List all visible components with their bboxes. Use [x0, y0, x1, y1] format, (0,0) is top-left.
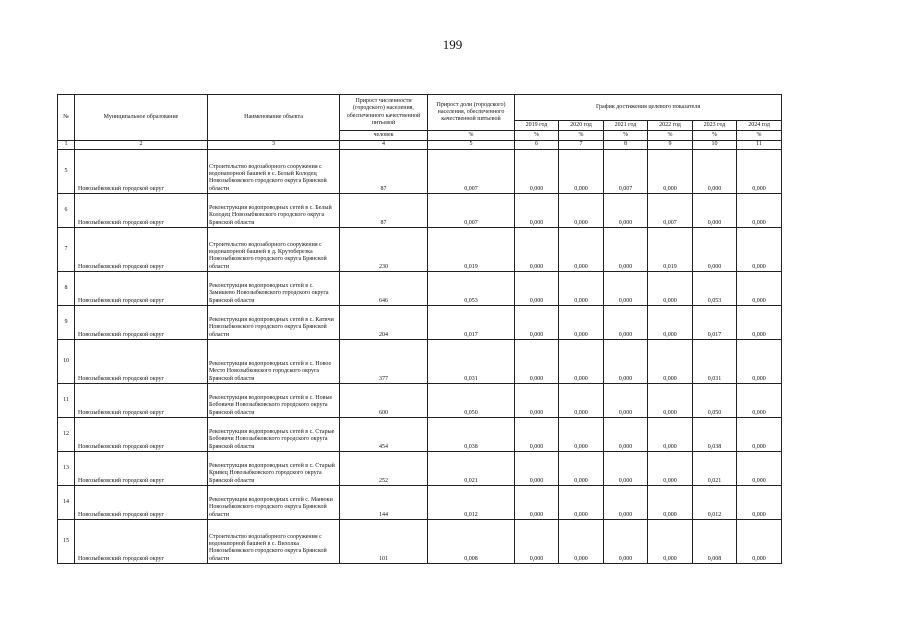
- year-value-cell: 0,012: [693, 486, 737, 520]
- header-year: 2023 год: [693, 121, 737, 131]
- year-value-cell: 0,019: [648, 228, 693, 272]
- year-value-cell: 0,007: [604, 150, 648, 194]
- object-name-cell: Реконструкция водопроводных сетей в с. Замишево Новозыбковского городского округа Брянской области: [208, 272, 340, 306]
- target-indicator-table: [57, 94, 782, 564]
- year-value-cell: 0,000: [648, 418, 693, 452]
- year-value-cell: 0,000: [737, 272, 782, 306]
- year-value-cell: 0,000: [604, 272, 648, 306]
- year-value-cell: 0,000: [648, 384, 693, 418]
- year-value-cell: 0,000: [515, 340, 559, 384]
- share-growth-cell: 0,019: [428, 228, 515, 272]
- municipality-cell: Новозыбковский городской округ: [75, 384, 208, 418]
- year-value-cell: 0,000: [737, 384, 782, 418]
- share-growth-cell: 0,008: [428, 520, 515, 564]
- table-row: [58, 228, 782, 272]
- header-no: №: [58, 95, 75, 141]
- municipality-cell: Новозыбковский городской округ: [75, 520, 208, 564]
- population-growth-cell: 230: [340, 228, 428, 272]
- population-growth-cell: 87: [340, 150, 428, 194]
- share-growth-cell: 0,007: [428, 150, 515, 194]
- year-value-cell: 0,000: [737, 150, 782, 194]
- row-number: 11: [58, 384, 75, 418]
- object-name-cell: Реконструкция водопроводных сетей в с. Старый Кривец Новозыбковского городского округа Брянской области: [208, 452, 340, 486]
- table-row: [58, 306, 782, 340]
- year-value-cell: 0,000: [559, 340, 604, 384]
- column-number: 10: [693, 141, 737, 150]
- year-value-cell: 0,000: [604, 340, 648, 384]
- year-value-cell: 0,000: [515, 194, 559, 228]
- unit-year: %: [737, 131, 782, 141]
- page-number: 199: [442, 37, 463, 52]
- year-value-cell: 0,050: [693, 384, 737, 418]
- header-year: 2021 год: [604, 121, 648, 131]
- population-growth-cell: 101: [340, 520, 428, 564]
- object-name-cell: Реконструкция водопроводных сетей с. Манюки Новозыбковского городского округа Брянской области: [208, 486, 340, 520]
- year-value-cell: 0,000: [737, 418, 782, 452]
- row-number: 8: [58, 272, 75, 306]
- unit-year: %: [648, 131, 693, 141]
- row-number: 10: [58, 340, 75, 384]
- year-value-cell: 0,000: [648, 486, 693, 520]
- column-number: 1: [58, 141, 75, 150]
- year-value-cell: 0,000: [559, 228, 604, 272]
- row-number: 14: [58, 486, 75, 520]
- object-name-cell: Реконструкция водопроводных сетей в с. Новое Место Новозыбковского городского округа Брянской области: [208, 340, 340, 384]
- year-value-cell: 0,000: [559, 452, 604, 486]
- column-number: 3: [208, 141, 340, 150]
- unit-population: человек: [340, 131, 428, 141]
- municipality-cell: Новозыбковский городской округ: [75, 306, 208, 340]
- year-value-cell: 0,000: [737, 452, 782, 486]
- share-growth-cell: 0,031: [428, 340, 515, 384]
- population-growth-cell: 252: [340, 452, 428, 486]
- year-value-cell: 0,007: [648, 194, 693, 228]
- column-number: 8: [604, 141, 648, 150]
- year-value-cell: 0,000: [604, 384, 648, 418]
- row-number: 13: [58, 452, 75, 486]
- unit-year: %: [604, 131, 648, 141]
- year-value-cell: 0,000: [559, 486, 604, 520]
- header-object: Наименование объекта: [208, 95, 340, 141]
- share-growth-cell: 0,038: [428, 418, 515, 452]
- row-number: 6: [58, 194, 75, 228]
- column-number: 4: [340, 141, 428, 150]
- population-growth-cell: 87: [340, 194, 428, 228]
- year-value-cell: 0,000: [559, 272, 604, 306]
- year-value-cell: 0,000: [604, 486, 648, 520]
- municipality-cell: Новозыбковский городской округ: [75, 486, 208, 520]
- year-value-cell: 0,000: [648, 520, 693, 564]
- year-value-cell: 0,000: [648, 272, 693, 306]
- column-number: 2: [75, 141, 208, 150]
- year-value-cell: 0,021: [693, 452, 737, 486]
- object-name-cell: Реконструкция водопроводных сетей в с. Новые Бобовичи Новозыбковского городского округа Брянской области: [208, 384, 340, 418]
- table-row: [58, 340, 782, 384]
- object-name-cell: Реконструкция водопроводных сетей в с. Белый Колодец Новозыбковского городского округа Брянской области: [208, 194, 340, 228]
- population-growth-cell: 454: [340, 418, 428, 452]
- year-value-cell: 0,000: [693, 228, 737, 272]
- year-value-cell: 0,000: [559, 520, 604, 564]
- year-value-cell: 0,000: [737, 306, 782, 340]
- object-name-cell: Строительство водозаборного сооружения с водонапорной башней в д. Крутоберезка Новозыбковского городского округа Брянской области: [208, 228, 340, 272]
- object-name-cell: Реконструкция водопроводных сетей в с. Катичи Новозыбковского городского округа Брянской области: [208, 306, 340, 340]
- row-number: 7: [58, 228, 75, 272]
- table-row: [58, 194, 782, 228]
- year-value-cell: 0,000: [604, 520, 648, 564]
- unit-year: %: [559, 131, 604, 141]
- column-number: 5: [428, 141, 515, 150]
- year-value-cell: 0,038: [693, 418, 737, 452]
- table-row: [58, 272, 782, 306]
- table-row: [58, 418, 782, 452]
- object-name-cell: Строительство водозаборного сооружения с водонапорной башней в с. Белый Колодец Новозыбковского городского округа Брянской области: [208, 150, 340, 194]
- year-value-cell: 0,000: [604, 228, 648, 272]
- year-value-cell: 0,000: [515, 228, 559, 272]
- year-value-cell: 0,000: [515, 452, 559, 486]
- header-year: 2022 год: [648, 121, 693, 131]
- object-name-cell: Реконструкция водопроводных сетей в с. Старые Бобовичи Новозыбковского городского округа Брянской области: [208, 418, 340, 452]
- year-value-cell: 0,000: [515, 486, 559, 520]
- header-year: 2020 год: [559, 121, 604, 131]
- municipality-cell: Новозыбковский городской округ: [75, 150, 208, 194]
- municipality-cell: Новозыбковский городской округ: [75, 194, 208, 228]
- share-growth-cell: 0,017: [428, 306, 515, 340]
- year-value-cell: 0,000: [693, 150, 737, 194]
- header-schedule: График достижения целевого показателя: [515, 95, 782, 121]
- year-value-cell: 0,000: [693, 194, 737, 228]
- year-value-cell: 0,000: [737, 340, 782, 384]
- header-municipality: Муниципальное образование: [75, 95, 208, 141]
- year-value-cell: 0,000: [515, 520, 559, 564]
- year-value-cell: 0,000: [515, 384, 559, 418]
- population-growth-cell: 600: [340, 384, 428, 418]
- year-value-cell: 0,000: [604, 194, 648, 228]
- table-row: [58, 384, 782, 418]
- year-value-cell: 0,000: [515, 306, 559, 340]
- municipality-cell: Новозыбковский городской округ: [75, 452, 208, 486]
- year-value-cell: 0,000: [515, 272, 559, 306]
- year-value-cell: 0,000: [737, 194, 782, 228]
- year-value-cell: 0,053: [693, 272, 737, 306]
- year-value-cell: 0,000: [648, 340, 693, 384]
- year-value-cell: 0,000: [604, 306, 648, 340]
- column-number: 9: [648, 141, 693, 150]
- row-number: 5: [58, 150, 75, 194]
- population-growth-cell: 646: [340, 272, 428, 306]
- year-value-cell: 0,000: [604, 452, 648, 486]
- year-value-cell: 0,017: [693, 306, 737, 340]
- year-value-cell: 0,000: [648, 306, 693, 340]
- row-number: 9: [58, 306, 75, 340]
- year-value-cell: 0,000: [559, 384, 604, 418]
- municipality-cell: Новозыбковский городской округ: [75, 418, 208, 452]
- population-growth-cell: 204: [340, 306, 428, 340]
- year-value-cell: 0,031: [693, 340, 737, 384]
- share-growth-cell: 0,021: [428, 452, 515, 486]
- unit-share: %: [428, 131, 515, 141]
- municipality-cell: Новозыбковский городской округ: [75, 228, 208, 272]
- year-value-cell: 0,000: [559, 306, 604, 340]
- municipality-cell: Новозыбковский городской округ: [75, 340, 208, 384]
- year-value-cell: 0,000: [604, 418, 648, 452]
- year-value-cell: 0,000: [737, 486, 782, 520]
- table-row: [58, 150, 782, 194]
- column-number: 7: [559, 141, 604, 150]
- share-growth-cell: 0,007: [428, 194, 515, 228]
- unit-year: %: [693, 131, 737, 141]
- row-number: 15: [58, 520, 75, 564]
- share-growth-cell: 0,050: [428, 384, 515, 418]
- column-number: 6: [515, 141, 559, 150]
- share-growth-cell: 0,012: [428, 486, 515, 520]
- table-row: [58, 452, 782, 486]
- municipality-cell: Новозыбковский городской округ: [75, 272, 208, 306]
- header-growth-population: Прирост численности (городского) населения, обеспеченного качественной питьевой: [340, 95, 428, 131]
- share-growth-cell: 0,053: [428, 272, 515, 306]
- population-growth-cell: 144: [340, 486, 428, 520]
- year-value-cell: 0,000: [559, 418, 604, 452]
- year-value-cell: 0,008: [693, 520, 737, 564]
- year-value-cell: 0,000: [515, 418, 559, 452]
- column-number: 11: [737, 141, 782, 150]
- year-value-cell: 0,000: [559, 150, 604, 194]
- population-growth-cell: 377: [340, 340, 428, 384]
- year-value-cell: 0,000: [559, 194, 604, 228]
- object-name-cell: Строительство водозаборного сооружения с водонапорной башней в с. Вихолка Новозыбковского городского округа Брянской области: [208, 520, 340, 564]
- header-year: 2024 год: [737, 121, 782, 131]
- year-value-cell: 0,000: [648, 150, 693, 194]
- year-value-cell: 0,000: [737, 228, 782, 272]
- table-row: [58, 520, 782, 564]
- header-year: 2019 год: [515, 121, 559, 131]
- header-growth-share: Прирост доли (городского) населения, обеспеченного качественной питьевой: [428, 95, 515, 131]
- year-value-cell: 0,000: [515, 150, 559, 194]
- row-number: 12: [58, 418, 75, 452]
- year-value-cell: 0,000: [648, 452, 693, 486]
- table-row: [58, 486, 782, 520]
- unit-year: %: [515, 131, 559, 141]
- year-value-cell: 0,000: [737, 520, 782, 564]
